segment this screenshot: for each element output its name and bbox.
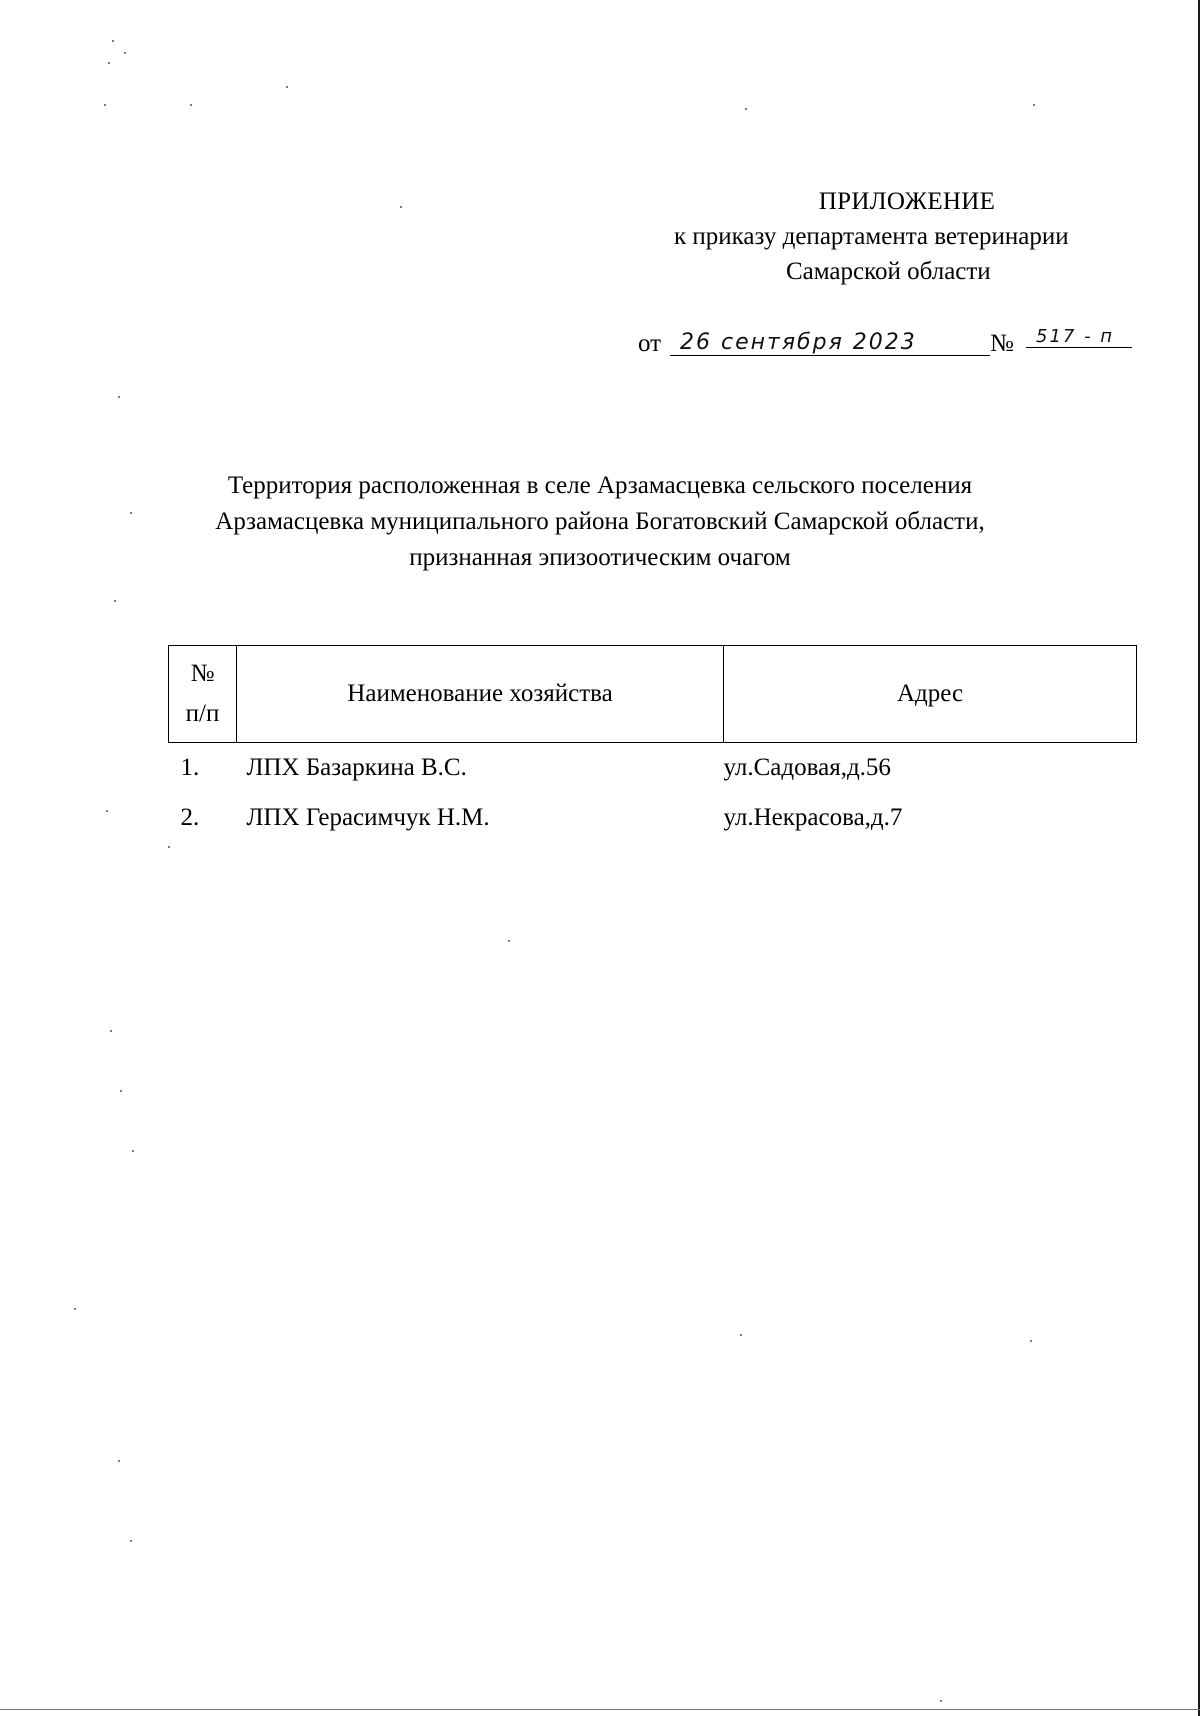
row-number: 1. <box>180 754 200 781</box>
scan-speck <box>104 104 106 106</box>
scan-speck <box>108 62 110 64</box>
appendix-title: ПРИЛОЖЕНИЕ <box>818 188 996 215</box>
scan-speck <box>745 108 747 110</box>
header-cell-number <box>169 646 237 743</box>
row-number: 2. <box>180 804 200 831</box>
scan-speck <box>400 206 402 208</box>
header-number-abbr: п/п <box>185 700 220 727</box>
row-address: ул.Некрасова,д.7 <box>723 804 903 831</box>
households-table <box>168 645 1137 843</box>
order-date-handwritten: 26 сентября 2023 <box>670 330 990 356</box>
scan-speck <box>190 104 192 106</box>
header-number-symbol: № <box>190 660 215 687</box>
appendix-subtitle-line-2: Самарской области <box>786 258 991 285</box>
scan-speck <box>110 1030 112 1032</box>
scan-speck <box>740 1334 742 1336</box>
scan-speck <box>132 1150 134 1152</box>
heading-line-3: признанная эпизоотическим очагом <box>409 544 791 571</box>
scan-speck <box>118 396 120 398</box>
scan-speck <box>130 1540 132 1542</box>
order-reference <box>638 326 1128 360</box>
scan-speck <box>118 1460 120 1462</box>
scan-edge-bottom <box>0 1709 1200 1710</box>
appendix-subtitle-line-1: к приказу департамента ветеринарии <box>674 223 1069 250</box>
scan-speck <box>112 40 114 42</box>
heading-line-2: Арзамасцевка муниципального района Богатовский Самарской области, <box>215 508 985 535</box>
scan-speck <box>74 1308 76 1310</box>
scan-speck <box>114 600 116 602</box>
scan-speck <box>1030 1340 1032 1342</box>
row-household-name: ЛПХ Герасимчук Н.М. <box>246 804 490 831</box>
scan-speck <box>120 1090 122 1092</box>
scan-speck <box>1033 104 1035 106</box>
table-header-row <box>169 646 1137 743</box>
header-cell-name: Наименование хозяйства <box>237 646 724 743</box>
scan-speck <box>508 940 510 942</box>
table-row <box>169 793 1137 843</box>
scan-speck <box>130 512 132 514</box>
scan-speck <box>106 810 108 812</box>
scan-speck <box>286 86 288 88</box>
order-number-handwritten: 517 - п <box>1026 326 1132 348</box>
header-cell-address: Адрес <box>724 646 1137 743</box>
heading-line-1: Территория расположенная в селе Арзамасцевка сельского поселения <box>227 472 973 499</box>
row-household-name: ЛПХ Базаркина В.С. <box>246 754 467 781</box>
scan-speck <box>940 1700 942 1702</box>
order-from-label: от <box>638 330 662 357</box>
scan-speck <box>168 846 170 848</box>
table-row <box>169 743 1137 794</box>
document-heading <box>150 468 1050 576</box>
scan-speck <box>124 52 126 54</box>
order-number-label: № <box>990 330 1014 357</box>
row-address: ул.Садовая,д.56 <box>723 754 891 781</box>
